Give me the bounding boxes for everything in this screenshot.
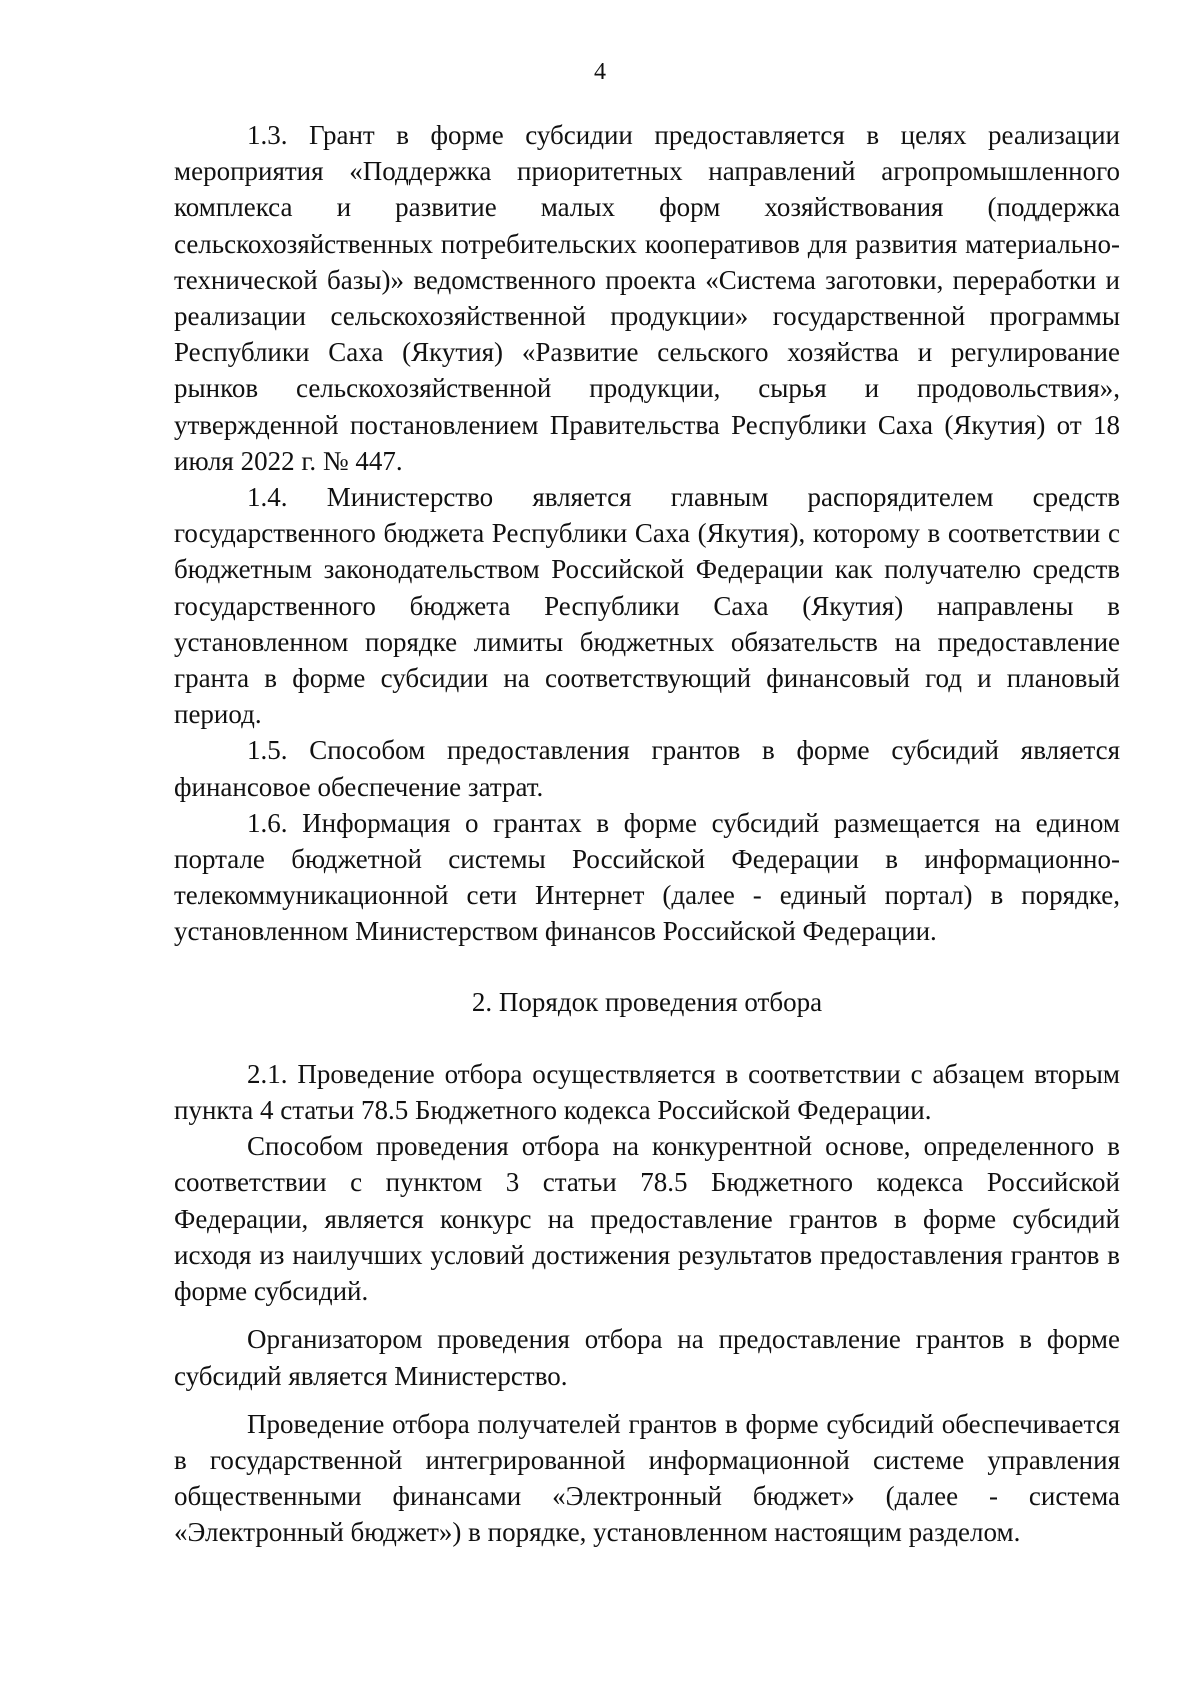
paragraph-2-1-method: Способом проведения отбора на конкурентной основе, определенного в соответствии с пунктом 3 статьи 78.5 Бюджетного кодекса Российской Федерации, является конкурс на предоставление грантов в форме субсидий исходя из наилучших условий достижения результатов предоставления грантов в форме субсидий. bbox=[174, 1131, 1120, 1307]
paragraph-1-4: 1.4. Министерство является главным распорядителем средств государственного бюджета Республики Саха (Якутия), которому в соответствии с бюджетным законодательством Российской Федерации как получателю средств государственного бюджета Республики Саха (Якутия) направлены в установленном порядке лимиты бюджетных обязательств на предоставление гранта в форме субсидии на соответствующий финансовый год и плановый период. bbox=[174, 482, 1120, 730]
section-heading: 2. Порядок проведения отбора bbox=[471, 986, 823, 1017]
page-number: 4 bbox=[594, 59, 606, 85]
paragraph-2-1-organizer: Организатором проведения отбора на предоставление грантов в форме субсидий является Министерство. bbox=[174, 1324, 1120, 1391]
paragraph-1-3: 1.3. Грант в форме субсидии предоставляется в целях реализации мероприятия «Поддержка приоритетных направлений агропромышленного комплекса и развитие малых форм хозяйствования (поддержка сельскохозяйственных потребительских кооперативов для развития материально-технической базы)» ведомственного проекта «Система заготовки, переработки и реализации сельскохозяйственной продукции» государственной программы Республики Саха (Якутия) «Развитие сельского хозяйства и регулирование рынков сельскохозяйственной продукции, сырья и продовольствия», утвержденной постановлением Правительства Республики Саха (Якутия) от 18 июля 2022 г. № 447. bbox=[174, 120, 1120, 476]
paragraph-1-5: 1.5. Способом предоставления грантов в форме субсидий является финансовое обеспечение затрат. bbox=[174, 735, 1120, 802]
document-body bbox=[174, 117, 1120, 1551]
paragraph-2-1: 2.1. Проведение отбора осуществляется в соответствии с абзацем вторым пункта 4 статьи 78.5 Бюджетного кодекса Российской Федерации. bbox=[174, 1058, 1120, 1126]
paragraph-1-6: 1.6. Информация о грантах в форме субсидий размещается на едином портале бюджетной системы Российской Федерации в информационно-телекоммуникационной сети Интернет (далее - единый портал) в порядке, установленном Министерством финансов Российской Федерации. bbox=[174, 807, 1120, 947]
paragraph-2-1-system: Проведение отбора получателей грантов в форме субсидий обеспечивается в государственной интегрированной информационной системе управления общественными финансами «Электронный бюджет» (далее - система «Электронный бюджет») в порядке, установленном настоящим разделом. bbox=[174, 1408, 1120, 1548]
